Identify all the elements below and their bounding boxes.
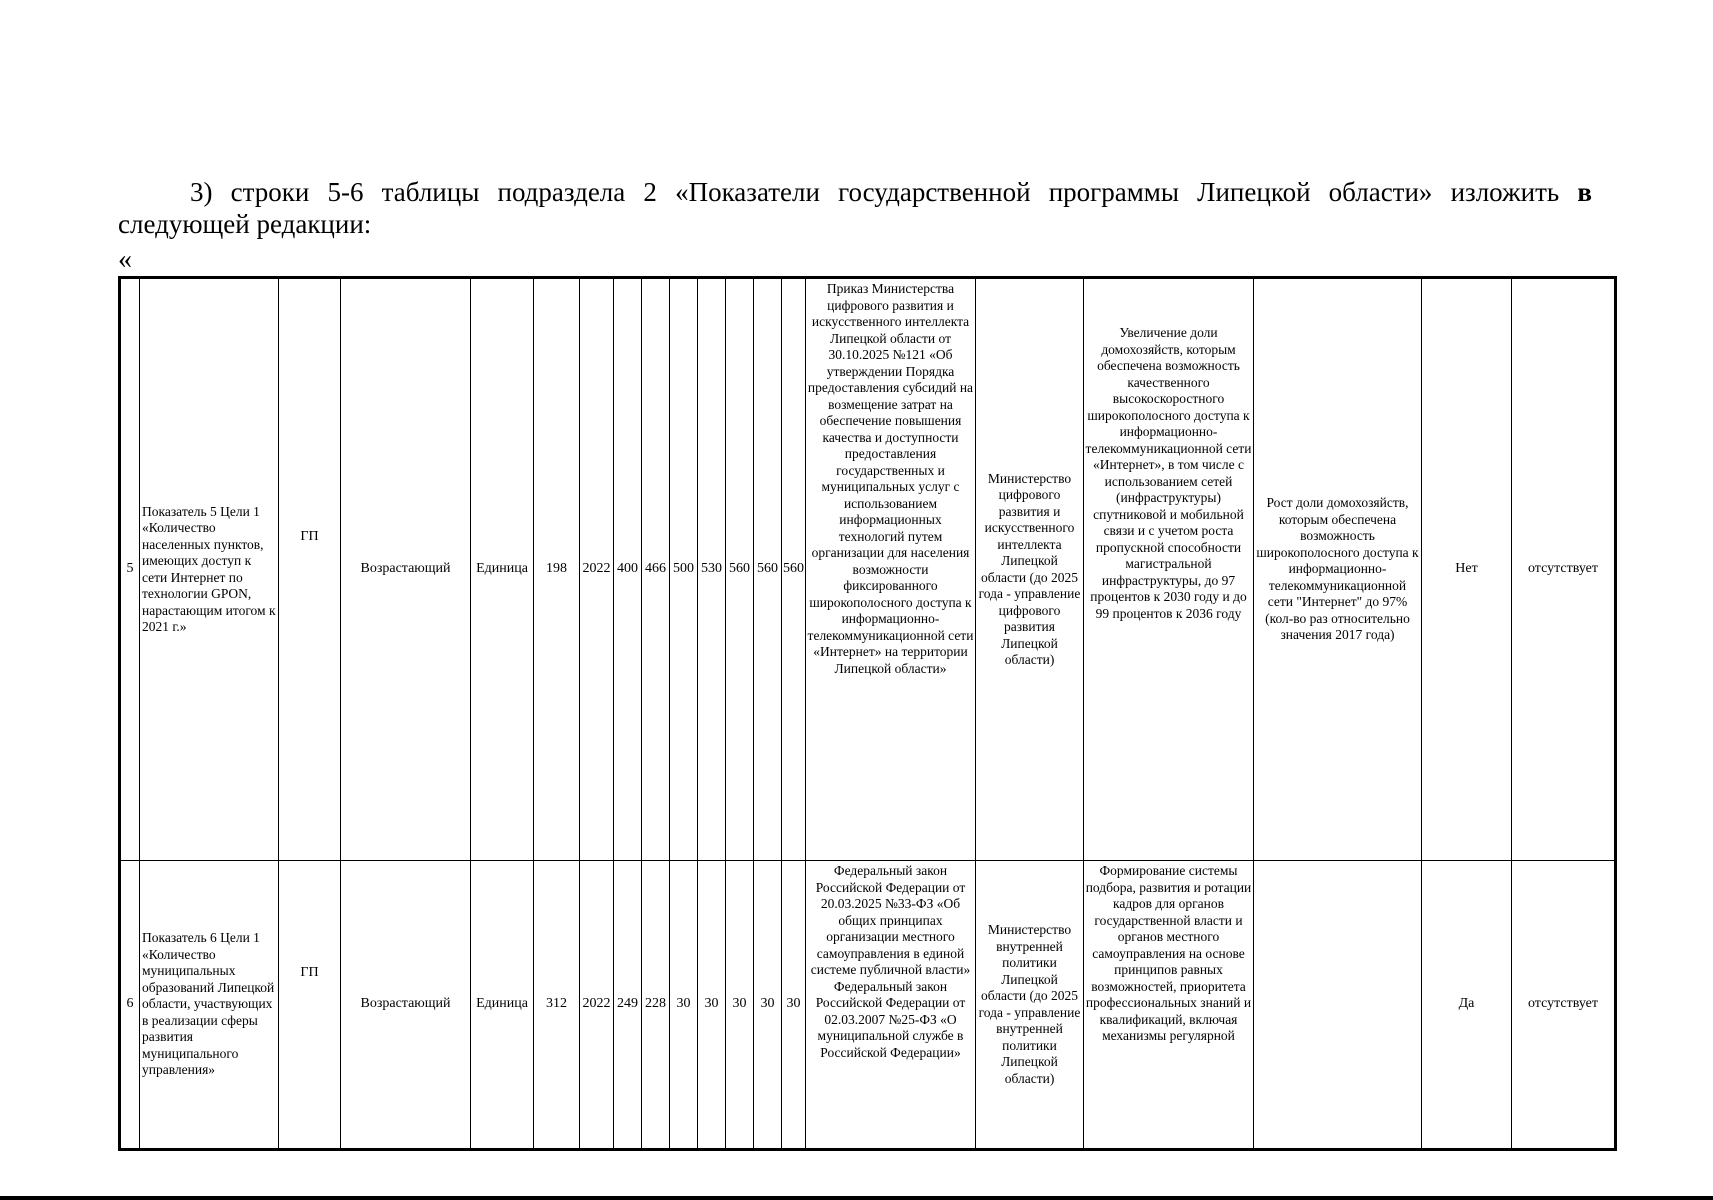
year-value: 30 [754, 861, 782, 1150]
gis-flag: Нет [1422, 278, 1512, 861]
year-value: 560 [782, 278, 806, 861]
responsible-body: Министерство внутренней политики Липецкой области (до 2025 года - управление внутренней политики Липецкой области) [976, 861, 1084, 1150]
row-number: 6 [120, 861, 140, 1150]
row-number: 5 [120, 278, 140, 861]
year-value: 249 [614, 861, 642, 1150]
indicator-name: Показатель 6 Цели 1 «Количество муниципальных образований Липецкой области, участвующих в реализации сферы развития муниципального управления» [140, 861, 279, 1150]
base-year: 2022 [580, 861, 614, 1150]
year-value: 30 [782, 861, 806, 1150]
responsible-body: Министерство цифрового развития и искусственного интеллекта Липецкой области (до 2025 года - управление цифрового развития Липецкой области) [976, 278, 1084, 861]
year-value: 30 [726, 861, 754, 1150]
national-goal: Формирование системы подбора, развития и ротации кадров для органов государственной власти и органов местного самоуправления на основе принципов равных возможностей, приоритета профессиональных знаний и квалификаций, включая механизмы регулярной [1084, 861, 1254, 1150]
indicator-unit: Единица [471, 278, 534, 861]
state-program-link: Рост доли домохозяйств, которым обеспечена возможность широкополосного доступа к информационно-телекоммуникационной сети "Интернет" до 97% (кол-во раз относительно значения 2017 года) [1254, 278, 1422, 861]
national-goal: Увеличение доли домохозяйств, которым обеспечена возможность качественного высокоскоростного широкополосного доступа к информационно-телекоммуникационной сети «Интернет», в том числе с использованием сетей (инфраструктуры) спутниковой и мобильной связи и с учетом роста пропускной способности магистральной инфраструктуры, до 97 процентов к 2030 году и до 99 процентов к 2036 году [1084, 278, 1254, 861]
indicators-table [118, 276, 1617, 1151]
base-value: 198 [534, 278, 580, 861]
year-value: 228 [642, 861, 670, 1150]
intro-prefix: 3) строки 5-6 таблицы подраздела 2 «Показатели государственной программы Липецкой области» изложить [190, 177, 1578, 207]
indicator-trend: Возрастающий [341, 861, 471, 1150]
table-row [120, 278, 1616, 861]
year-value: 30 [670, 861, 698, 1150]
state-program-link [1254, 861, 1422, 1150]
indicator-name: Показатель 5 Цели 1 «Количество населенных пунктов, имеющих доступ к сети Интернет по технологии GPON, нарастающим итогом к 2021 г.» [140, 278, 279, 861]
table-row [120, 861, 1616, 1150]
year-value: 466 [642, 278, 670, 861]
year-value: 560 [754, 278, 782, 861]
base-year: 2022 [580, 278, 614, 861]
basis-document: Приказ Министерства цифрового развития и искусственного интеллекта Липецкой области от 30.10.2025 №121 «Об утверждении Порядка предоставления субсидий на возмещение затрат на обеспечение повышения качества и доступности предоставления государственных и муниципальных услуг с использованием информационных технологий путем организации для населения возможности фиксированного широкополосного доступа к информационно-телекоммуникационной сети «Интернет» на территории Липецкой области» [806, 278, 976, 861]
year-value: 500 [670, 278, 698, 861]
intro-suffix: следующей редакции: [118, 209, 372, 239]
gis-flag: Да [1422, 861, 1512, 1150]
indicator-unit: Единица [471, 861, 534, 1150]
indicator-level: ГП [279, 861, 341, 1150]
basis-document: Федеральный закон Российской Федерации от 20.03.2025 №33-ФЗ «Об общих принципах организации местного самоуправления в единой системе публичной власти» Федеральный закон Российской Федерации от 02.03.2007 №25-ФЗ «О муниципальной службе в Российской Федерации» [806, 861, 976, 1150]
information-system: отсутствует [1512, 861, 1616, 1150]
year-value: 530 [698, 278, 726, 861]
indicator-trend: Возрастающий [341, 278, 471, 861]
year-value: 30 [698, 861, 726, 1150]
intro-paragraph [118, 176, 1592, 240]
information-system: отсутствует [1512, 278, 1616, 861]
opening-quote: « [118, 244, 132, 275]
indicator-level: ГП [279, 278, 341, 861]
year-value: 400 [614, 278, 642, 861]
intro-bold-word: в [1577, 177, 1592, 207]
year-value: 560 [726, 278, 754, 861]
base-value: 312 [534, 861, 580, 1150]
scan-edge [0, 1196, 1713, 1200]
